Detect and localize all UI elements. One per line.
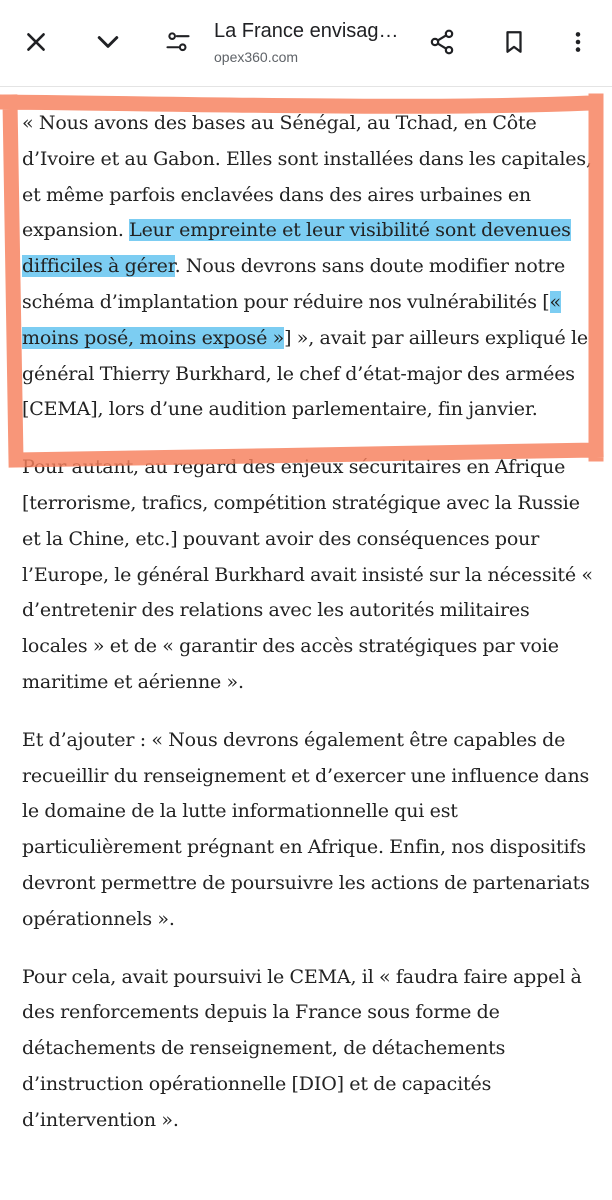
page-settings-icon[interactable] bbox=[160, 24, 196, 60]
bookmark-icon[interactable] bbox=[496, 24, 532, 60]
article-body bbox=[22, 106, 597, 1161]
paragraph-text: ] », avait par ailleurs expliqué le général Thierry Burkhard, le chef d’état-major des armées [CEMA], lors d’une audition parlementaire, fin janvier. bbox=[22, 326, 588, 421]
browser-toolbar bbox=[0, 0, 612, 87]
paragraph-text: « Nous avons des bases au Sénégal, au Tchad, en Côte d’Ivoire et au Gabon. Elles sont installées dans les capitales, et même parfois enclavées dans des aires urbaines en expansion. bbox=[22, 112, 592, 242]
paragraph-quote bbox=[22, 106, 597, 428]
page-title-block[interactable] bbox=[214, 18, 414, 67]
highlighted-text: Leur empreinte et leur visibilité sont devenues difficiles à gérer bbox=[22, 219, 571, 278]
paragraph: Et d’ajouter : « Nous devrons également être capables de recueillir du renseignement et d’exercer une influence dans le domaine de la lutte informationnelle qui est particulièrement prégnant en Afrique. Enfin, nos dispositifs devront permettre de poursuivre les actions de partenariats opérationnels ». bbox=[22, 728, 590, 930]
more-vert-icon[interactable] bbox=[560, 24, 596, 60]
share-icon[interactable] bbox=[424, 24, 460, 60]
page-domain: opex360.com bbox=[214, 49, 299, 65]
close-icon[interactable] bbox=[18, 24, 54, 60]
page-title: La France envisag… bbox=[214, 20, 399, 42]
paragraph: Pour autant, au regard des enjeux sécuritaires en Afrique [terrorisme, trafics, compétition stratégique avec la Russie et la Chine, etc.] pouvant avoir des conséquences pour l’Europe, le général Burkhard avait insisté sur la nécessité « d’entretenir des relations avec les autorités militaires locales » et de « garantir des accès stratégiques par voie maritime et aérienne ». bbox=[22, 456, 593, 693]
chevron-down-icon[interactable] bbox=[90, 24, 126, 60]
highlighted-text: « moins posé, moins exposé » bbox=[22, 290, 561, 349]
paragraph: Pour cela, avait poursuivi le CEMA, il « faudra faire appel à des renforcements depuis la France sous forme de détachements de renseignement, de détachements d’instruction opérationnelle [DIO] et de capacités d’intervention ». bbox=[22, 965, 582, 1131]
paragraph-text: . Nous devrons sans doute modifier notre schéma d’implantation pour réduire nos vulnérabilités [ bbox=[22, 255, 566, 313]
